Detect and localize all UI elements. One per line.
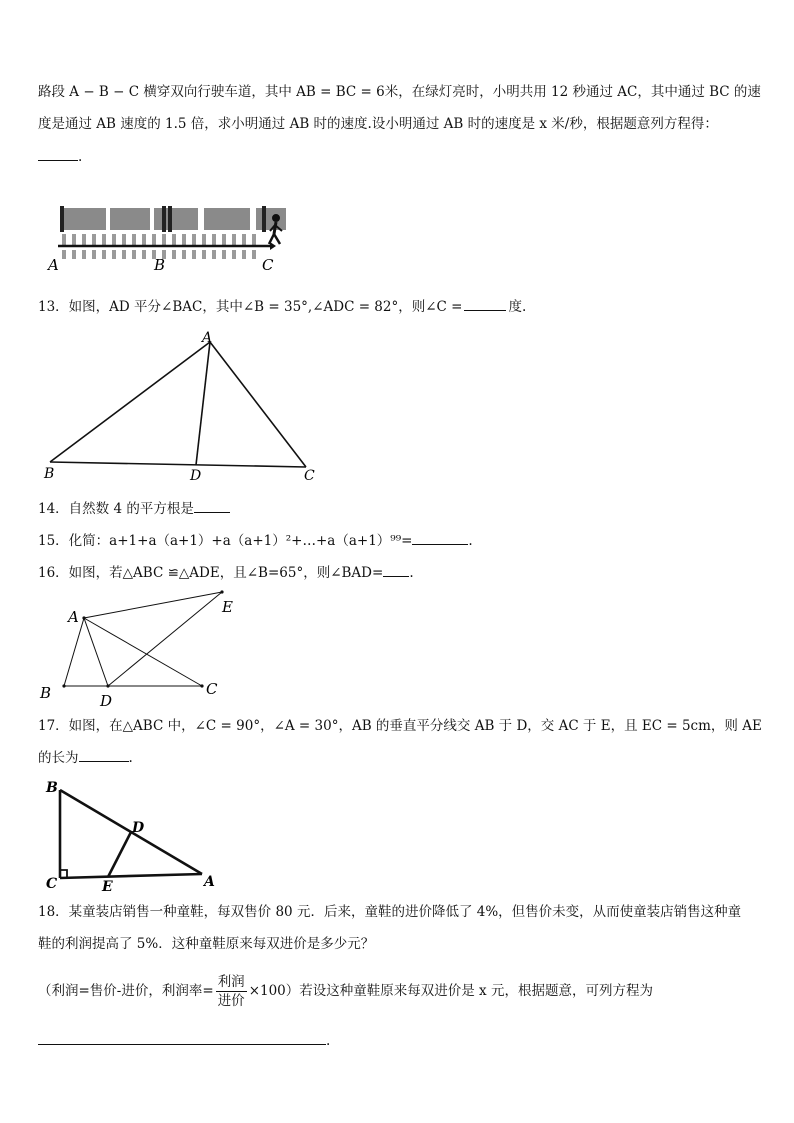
- q16-question-text: 16．如图，若△ABC ≌△ADE，且∠B=65°，则∠BAD=: [38, 565, 384, 581]
- q12-answer-blank[interactable]: [38, 146, 78, 161]
- q12-answer-line: [38, 146, 82, 167]
- q18-line2: 鞋的利润提高了 5%．这种童鞋原来每双进价是多少元？: [38, 936, 375, 952]
- q15-question-text: 15．化简：a+1+a（a+1）+a（a+1）²+…+a（a+1）⁹⁹=: [38, 533, 413, 549]
- q16-side-ac: [84, 618, 202, 686]
- q16-label-b: B: [40, 684, 52, 702]
- q16-answer-blank[interactable]: [383, 562, 409, 577]
- q17-line2: [38, 747, 133, 768]
- q16-side-ab: [64, 618, 84, 686]
- q18-answer-blank[interactable]: [38, 1030, 326, 1045]
- q17-side-ca: [60, 874, 202, 878]
- q12-blank-end: .: [78, 149, 83, 165]
- q18-formula-line: [38, 970, 653, 1012]
- crosswalk-label-b: B: [154, 256, 166, 274]
- q16-end: .: [409, 565, 414, 581]
- q15-end: .: [468, 533, 473, 549]
- q16-side-de: [108, 592, 222, 686]
- q13-side-ac: [210, 342, 306, 467]
- q13-question-text: 13．如图，AD 平分∠BAC，其中∠B = 35°,∠ADC = 82°，则∠C =: [38, 299, 463, 315]
- q15-line: [38, 530, 473, 551]
- crosswalk-label-c: C: [262, 256, 274, 274]
- q15-answer-blank[interactable]: [412, 530, 468, 545]
- q17-label-e: E: [102, 879, 113, 892]
- q17-line1: 17．如图，在△ABC 中，∠C = 90°，∠A = 30°，AB 的垂直平分线交 AB 于 D，交 AC 于 E，且 EC = 5cm，则 AE: [38, 718, 762, 734]
- q13-label-b: B: [44, 466, 55, 482]
- q12-crosswalk-figure: [44, 200, 294, 276]
- q14-question-text: 14．自然数 4 的平方根是: [38, 501, 194, 517]
- q14-line: [38, 498, 230, 519]
- q13-line: [38, 296, 526, 317]
- q13-answer-blank[interactable]: [464, 296, 506, 311]
- q18-answer-line: [38, 1030, 330, 1051]
- q17-end: .: [128, 750, 133, 766]
- crosswalk-upper-band: [60, 208, 286, 230]
- q18-end: .: [326, 1033, 331, 1049]
- q13-side-ab: [50, 342, 210, 462]
- q16-side-ad: [84, 618, 108, 686]
- fraction-denominator: 进价: [217, 993, 245, 1009]
- q18-formula-suffix: ×100）若设这种童鞋原来每双进价是 x 元，根据题意，可列方程为: [248, 983, 653, 999]
- q17-right-triangle-figure: [40, 776, 220, 892]
- q16-line: [38, 562, 414, 583]
- q17-label-d: D: [132, 820, 145, 836]
- q13-label-a: A: [202, 330, 213, 346]
- q13-triangle-figure: [38, 330, 328, 486]
- q16-label-e: E: [222, 598, 233, 616]
- q17-label-b: B: [46, 780, 58, 796]
- q16-label-c: C: [206, 680, 218, 698]
- crosswalk-label-a: A: [48, 256, 59, 274]
- q18-line1: 18．某童装店销售一种童鞋，每双售价 80 元．后来，童鞋的进价降低了 4%，但售价未变，从而使童装店销售这种童: [38, 904, 742, 920]
- q17-question-text: 的长为: [38, 750, 79, 766]
- q16-label-a: A: [68, 608, 79, 626]
- q13-bisector-ad: [196, 342, 210, 465]
- q16-side-ae: [84, 592, 222, 618]
- q17-perpendicular-de: [108, 832, 131, 877]
- q13-unit: 度.: [508, 299, 527, 315]
- q17-label-a: A: [204, 874, 215, 890]
- q17-answer-blank[interactable]: [79, 747, 129, 762]
- q17-label-c: C: [46, 876, 58, 892]
- fraction-numerator: 利润: [217, 974, 245, 990]
- q12-line1: 路段 A − B − C 横穿双向行驶车道，其中 AB = BC = 6米，在绿灯亮时，小明共用 12 秒通过 AC，其中通过 BC 的速: [38, 84, 761, 100]
- q13-label-c: C: [304, 468, 315, 484]
- q13-side-bc: [50, 462, 306, 467]
- q16-label-d: D: [100, 692, 113, 708]
- profit-rate-fraction: [216, 973, 247, 1010]
- q14-answer-blank[interactable]: [194, 498, 230, 513]
- q18-formula-prefix: （利润=售价-进价，利润率=: [38, 983, 214, 999]
- q13-label-d: D: [190, 468, 202, 484]
- q12-line2: 度是通过 AB 速度的 1.5 倍，求小明通过 AB 时的速度.设小明通过 AB 时的速度是 x 米/秒，根据题意列方程得：: [38, 116, 718, 132]
- q16-congruent-triangles-figure: [38, 590, 238, 708]
